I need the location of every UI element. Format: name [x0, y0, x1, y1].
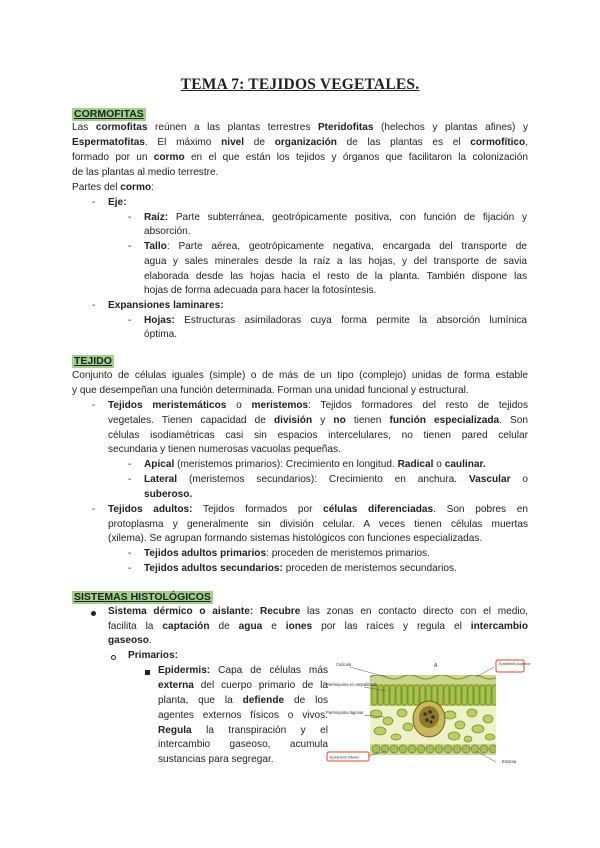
list-item-raiz-cont: absorción. — [144, 226, 191, 237]
list-item-sistema-dermico-cont-2: gaseoso. — [108, 635, 152, 646]
epidermis-line-6: intercambio gaseoso, acumula — [158, 739, 328, 750]
bullet-dash: - — [92, 504, 96, 515]
highlight-epidermis-inferior — [327, 752, 369, 761]
lower-epidermis-layer — [370, 744, 497, 755]
tejido-para-line-2: y que desempeñan una función determinada. Forman una unidad funcional y estructural. — [72, 385, 469, 396]
cormofitas-para-line-4: de las plantas al medio terrestre. — [72, 167, 219, 178]
bullet-dash: - — [128, 474, 132, 485]
bullet-square — [145, 670, 150, 675]
bullet-dash: - — [128, 548, 132, 559]
epidermis-line-3: planta, que la defiende de los — [158, 695, 328, 706]
list-item-tallo-cont-1: agua y sales minerales desde la raíz a las hojas, y del transporte de savia — [144, 256, 527, 267]
tejido-para-line-1: Conjunto de células iguales (simple) o de más de un tipo (complejo) unidas de forma estable — [72, 370, 528, 381]
heading-tejido: TEJIDO — [74, 355, 112, 367]
list-item-meristemos-cont-3: secundaria y tienen numerosas vacuolas pequeñas. — [108, 444, 341, 455]
list-item-adultos-cont-2: (xilema). Se agrupan formando sistemas histológicos con funciones especializadas. — [108, 533, 483, 544]
label-parenquima-lagunar: Parénquima lagunar — [326, 710, 364, 715]
label-a: A — [434, 663, 438, 669]
list-item-lateral: Lateral (meristemos secundarios): Crecimiento en anchura. Vascular o — [144, 474, 529, 485]
list-item-tallo: Tallo: Parte aérea, geotrópicamente negativa, encargada del transporte de — [144, 241, 527, 252]
bullet-dash: - — [128, 459, 132, 470]
list-item-sistema-dermico-cont-1: facilita la captación de agua e iones por las raíces y regula el intercambio — [108, 621, 528, 632]
list-item-lateral-cont: suberoso. — [144, 489, 193, 500]
list-item-meristemos-cont-1: vegetales. Tienen capacidad de división y no tienen función especializada. Son — [108, 415, 528, 426]
label-epidermis-superior: Epidermis superior — [499, 662, 531, 666]
upper-epidermis-layer — [370, 675, 498, 684]
leaf-cross-section-figure — [326, 659, 531, 769]
list-item-adultos-cont-1: protoplasma y generalmente sin división celular. A veces tienen células muertas — [108, 519, 528, 530]
label-parenquima-empalizada: Parénquima en empalizada — [326, 682, 377, 687]
bullet-dash: - — [92, 400, 96, 411]
list-item-eje: Eje: — [108, 197, 127, 208]
list-item-meristemos-cont-2: células isodiamétricas casi sin espacios intercelulares, no tienen pared celular — [108, 430, 528, 441]
list-item-raiz: Raíz: Parte subterránea, geotrópicamente positiva, con función de fijación y — [144, 212, 527, 223]
list-item-hojas-cont: óptima. — [144, 329, 178, 340]
epidermis-line-4: agentes externos físicos o vivos. — [158, 710, 328, 721]
highlight-epidermis-superior — [496, 660, 531, 672]
list-item-apical: Apical (meristemos primarios): Crecimiento en longitud. Radical o caulinar. — [144, 459, 486, 470]
bullet-dot — [91, 611, 96, 616]
epidermis-line-5: Regula la transpiración y el — [158, 725, 328, 736]
epidermis-line-7: sustancias para segregar. — [158, 754, 274, 765]
list-item-expansiones: Expansiones laminares: — [108, 300, 224, 311]
list-item-adultos-primarios: Tejidos adultos primarios: proceden de meristemos primarios. — [144, 548, 430, 559]
list-item-adultos-secundarios: Tejidos adultos secundarios: proceden de meristemos secundarios. — [144, 563, 457, 574]
bullet-dash: - — [92, 197, 96, 208]
label-cuticula: Cutícula — [336, 662, 352, 667]
bullet-dash: - — [128, 563, 132, 574]
epidermis-line-2: externa del cuerpo primario de la — [158, 680, 328, 691]
bullet-dash: - — [128, 241, 132, 252]
label-epidermis-inferior: Epidermis inferior — [330, 755, 360, 760]
list-item-primarios: Primarios: — [128, 650, 178, 661]
list-item-meristemos: Tejidos meristemáticos o meristemos: Tejidos formadores del resto de tejidos — [108, 400, 528, 411]
list-item-adultos: Tejidos adultos: Tejidos formados por células diferenciadas. Son pobres en — [108, 504, 528, 515]
list-item-tallo-cont-2: elaborada desde las hojas hacia el resto de la planta. También dispone las — [144, 271, 527, 282]
bullet-ring — [111, 655, 116, 660]
list-item-epidermis: Epidermis: Capa de células más — [158, 665, 328, 676]
bullet-dash: - — [128, 212, 132, 223]
cormofitas-para-line-3: formado por un cormo en el que están los tejidos y órganos que facilitaron la colonización — [72, 152, 528, 163]
heading-cormofitas: CORMOFITAS — [74, 108, 144, 120]
heading-sistemas-histologicos: SISTEMAS HISTOLÓGICOS — [74, 591, 211, 603]
list-item-sistema-dermico: Sistema dérmico o aislante: Recubre las zonas en contacto directo con el medio, — [108, 606, 528, 617]
cormofitas-para-line-2: Espermatofitas. El máximo nivel de organización de las plantas es el cormofítico, — [72, 137, 529, 148]
partes-cormo: Partes del cormo: — [72, 182, 154, 193]
label-estoma: Estoma — [502, 759, 517, 764]
page-title: TEMA 7: TEJIDOS VEGETALES. — [180, 76, 420, 93]
vascular-bundle — [413, 701, 445, 737]
list-item-hojas: Hojas: Estructuras asimiladoras cuya forma permite la absorción lumínica — [144, 315, 527, 326]
bullet-dash: - — [92, 300, 96, 311]
cormofitas-para-line-1: Las cormofitas reúnen a las plantas terrestres Pteridofitas (helechos y plantas afines) y — [72, 122, 528, 133]
bullet-dash: - — [128, 315, 132, 326]
list-item-tallo-cont-3: hojas de forma adecuada para hacer la fotosíntesis. — [144, 285, 377, 296]
